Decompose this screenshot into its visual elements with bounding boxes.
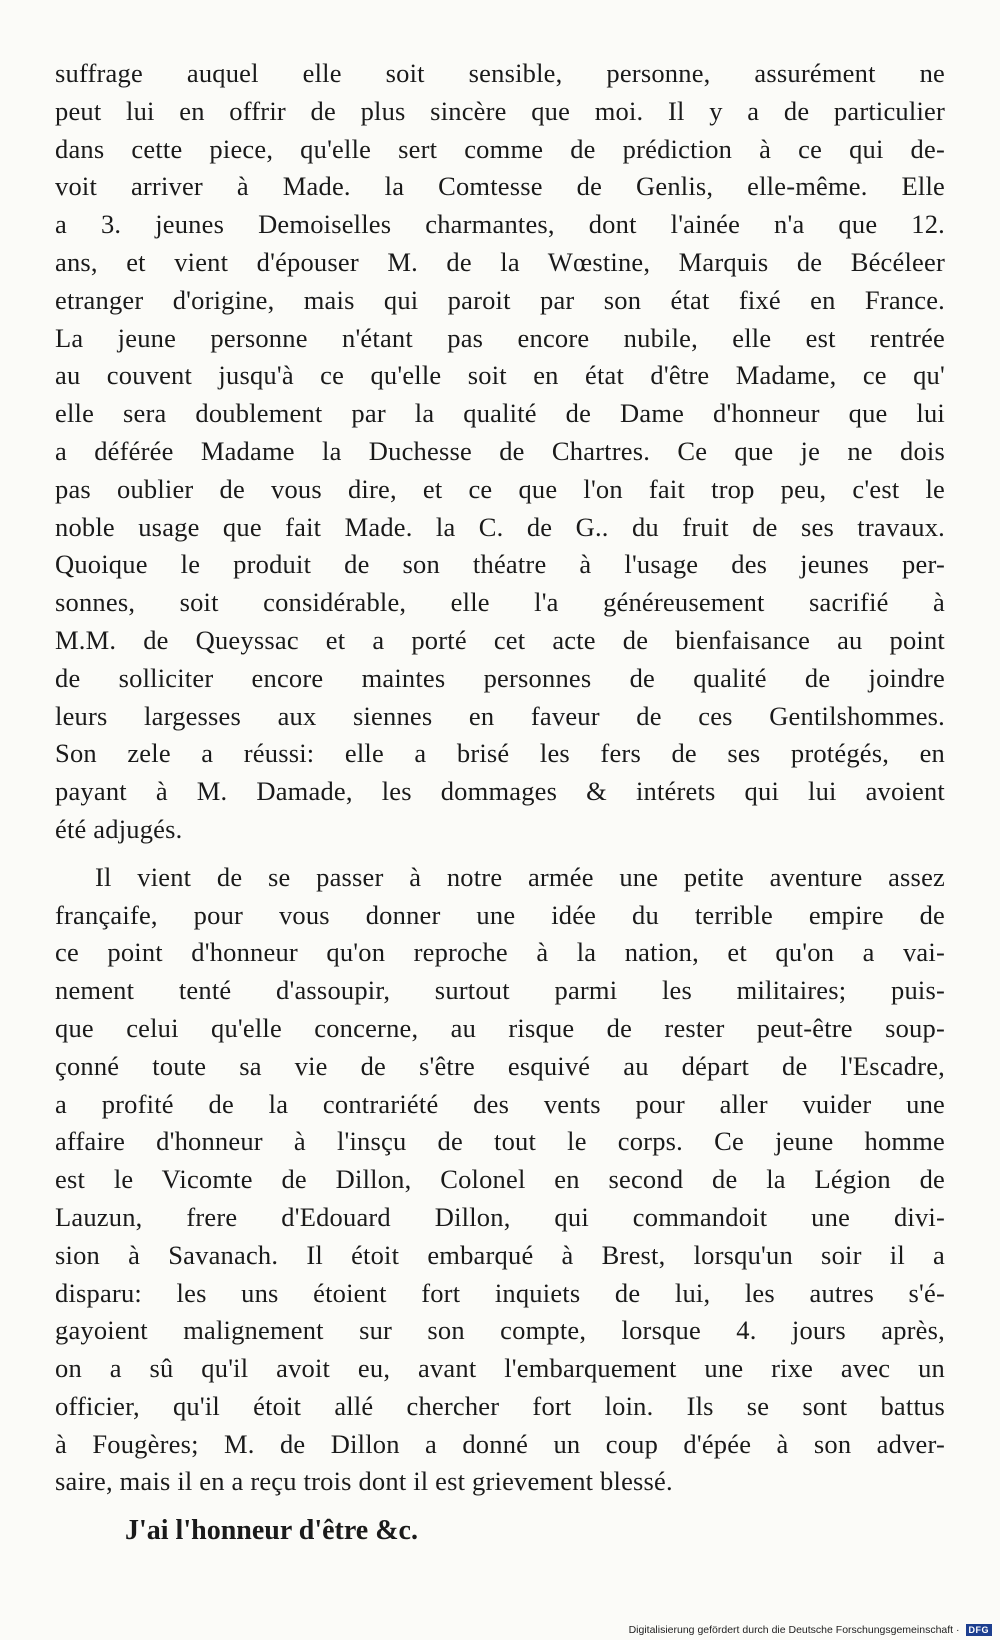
- digitization-credit: [629, 1624, 992, 1636]
- text-line: saire, mais il en a reçu trois dont il est grievement blessé.: [55, 1466, 673, 1497]
- text-line: dans cette piece, qu'elle sert comme de prédiction à ce qui de-: [55, 133, 945, 164]
- text-line: elle sera doublement par la qualité de Dame d'honneur que lui: [55, 398, 945, 429]
- text-line: Quoique le produit de son théatre à l'usage des jeunes per-: [55, 549, 945, 580]
- text-line: ans, et vient d'épouser M. de la Wœstine, Marquis de Bécéleer: [55, 246, 945, 277]
- text-line: sion à Savanach. Il étoit embarqué à Brest, lorsqu'un soir il a: [55, 1239, 945, 1270]
- text-line: La jeune personne n'étant pas encore nubile, elle est rentrée: [55, 322, 945, 353]
- dfg-logo-icon: DFG: [966, 1624, 993, 1636]
- text-line: françaife, pour vous donner une idée du terrible empire de: [55, 899, 945, 930]
- text-line: gayoient malignement sur son compte, lorsque 4. jours après,: [55, 1315, 945, 1346]
- text-line: affaire d'honneur à l'insçu de tout le corps. Ce jeune homme: [55, 1126, 945, 1157]
- text-line: de solliciter encore maintes personnes de qualité de joindre: [55, 662, 945, 693]
- letter-body: [55, 55, 945, 1501]
- text-line: peut lui en offrir de plus sincère que moi. Il y a de particulier: [55, 95, 945, 126]
- text-line: au couvent jusqu'à ce qu'elle soit en état d'être Madame, ce qu': [55, 360, 945, 391]
- text-line: a profité de la contrariété des vents pour aller vuider une: [55, 1088, 945, 1119]
- text-line: çonné toute sa vie de s'être esquivé au départ de l'Escadre,: [55, 1050, 945, 1081]
- text-line: que celui qu'elle concerne, au risque de rester peut-être soup-: [55, 1012, 945, 1043]
- text-line: sonnes, soit considérable, elle l'a généreusement sacrifié à: [55, 587, 945, 618]
- text-line: on a sû qu'il avoit eu, avant l'embarquement une rixe avec un: [55, 1353, 945, 1384]
- text-line: M.M. de Queyssac et a porté cet acte de bienfaisance au point: [55, 624, 945, 655]
- text-line: disparu: les uns étoient fort inquiets de lui, les autres s'é-: [55, 1277, 945, 1308]
- text-line: leurs largesses aux siennes en faveur de ces Gentilshommes.: [55, 700, 945, 731]
- text-line: officier, qu'il étoit allé chercher fort loin. Ils se sont battus: [55, 1390, 945, 1421]
- text-line: Il vient de se passer à notre armée une petite aventure assez: [95, 861, 945, 892]
- text-line: est le Vicomte de Dillon, Colonel en second de la Légion de: [55, 1164, 945, 1195]
- text-line: à Fougères; M. de Dillon a donné un coup d'épée à son adver-: [55, 1428, 945, 1459]
- text-line: payant à M. Damade, les dommages & intérets qui lui avoient: [55, 776, 945, 807]
- text-line: nement tenté d'assoupir, surtout parmi les militaires; puis-: [55, 975, 945, 1006]
- text-line: noble usage que fait Made. la C. de G.. du fruit de ses travaux.: [55, 511, 945, 542]
- text-line: etranger d'origine, mais qui paroit par son état fixé en France.: [55, 284, 945, 315]
- credit-text: Digitalisierung gefördert durch die Deutsche Forschungsgemeinschaft ·: [628, 1624, 960, 1636]
- text-line: ce point d'honneur qu'on reproche à la nation, et qu'on a vai-: [55, 937, 945, 968]
- text-line: suffrage auquel elle soit sensible, personne, assurément ne: [55, 58, 945, 88]
- text-line: voit arriver à Made. la Comtesse de Genlis, elle-même. Elle: [55, 171, 945, 202]
- closing-salutation: J'ai l'honneur d'être &c.: [125, 1515, 418, 1546]
- text-line: Son zele a réussi: elle a brisé les fers de ses protégés, en: [55, 738, 945, 769]
- text-line: été adjugés.: [55, 813, 183, 844]
- text-line: a 3. jeunes Demoiselles charmantes, dont l'ainée n'a que 12.: [55, 209, 945, 240]
- text-line: Lauzun, frere d'Edouard Dillon, qui commandoit une divi-: [55, 1201, 945, 1232]
- text-line: pas oublier de vous dire, et ce que l'on fait trop peu, c'est le: [55, 473, 945, 504]
- text-line: a déférée Madame la Duchesse de Chartres. Ce que je ne dois: [55, 435, 945, 466]
